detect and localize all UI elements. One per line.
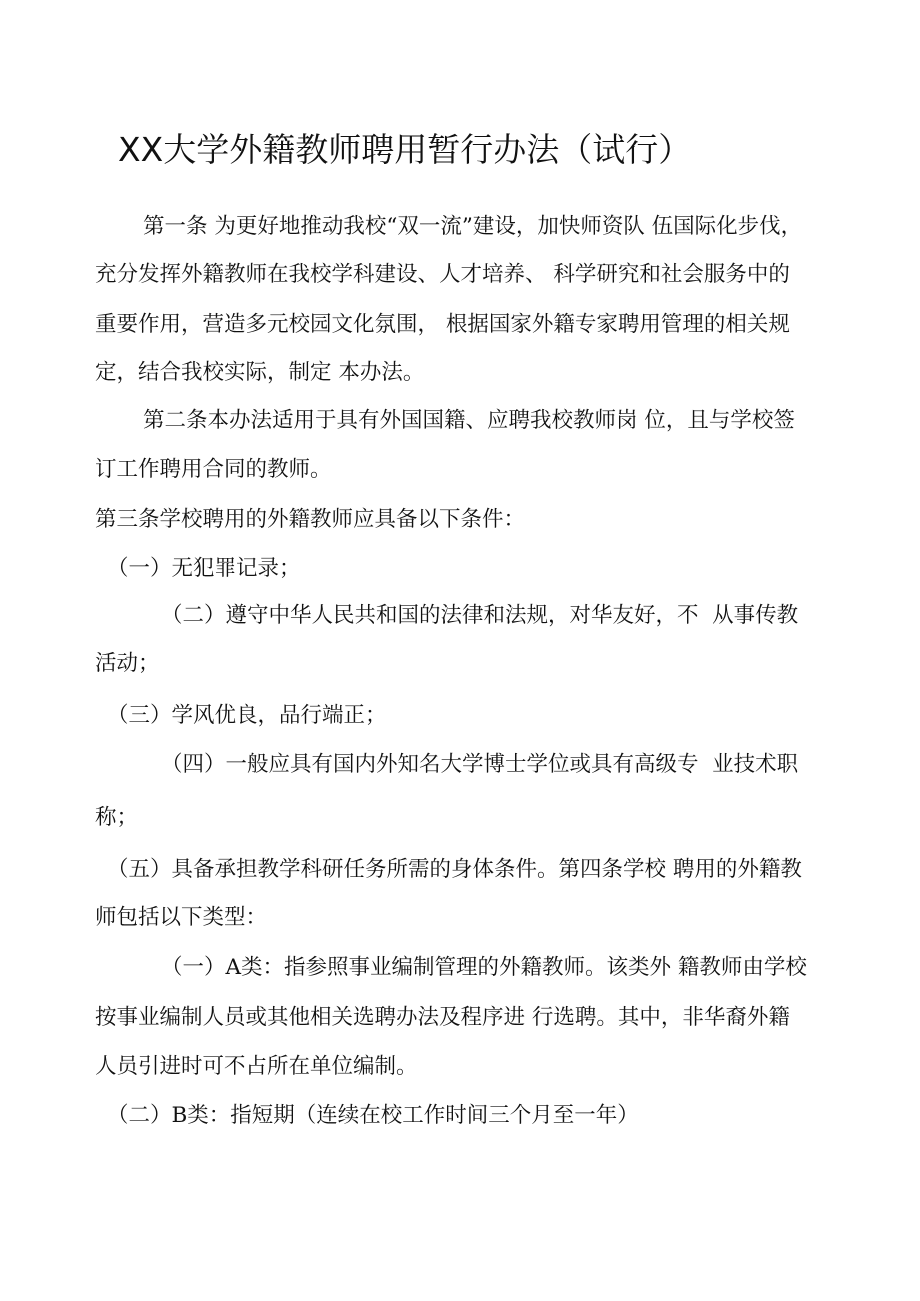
text-line: 称； xyxy=(95,805,139,830)
text-line: 按事业编制人员或其他相关选聘办法及程序进 行选聘。其中，非华裔外籍 xyxy=(95,1005,790,1030)
text-line: 充分发挥外籍教师在我校学科建设、人才培养、 科学研究和社会服务中的 xyxy=(95,262,790,287)
text-line: （一）A类：指参照事业编制管理的外籍教师。该类外 籍教师由学校 xyxy=(161,955,807,980)
text-line: （一）无犯罪记录； xyxy=(107,556,301,581)
text-line: 订工作聘用合同的教师。 xyxy=(95,457,332,482)
text-line: 定，结合我校实际，制定 本办法。 xyxy=(95,360,425,385)
text-line: （三）学风优良，品行端正； xyxy=(107,703,387,728)
text-line: （五）具备承担教学科研任务所需的身体条件。第四条学校 聘用的外籍教 xyxy=(107,857,802,882)
text-line: （二）遵守中华人民共和国的法律和法规，对华友好，不 从事传教 xyxy=(161,603,799,628)
text-line: 第三条学校聘用的外籍教师应具备以下条件： xyxy=(95,507,526,532)
text-line: （二）B类：指短期（连续在校工作时间三个月至一年） xyxy=(107,1103,639,1128)
text-line: 重要作用，营造多元校园文化氛围， 根据国家外籍专家聘用管理的相关规 xyxy=(95,312,790,337)
document-title: XX大学外籍教师聘用暂行办法（试行） xyxy=(118,130,692,169)
text-line: 师包括以下类型： xyxy=(95,905,268,930)
text-line: 活动； xyxy=(95,651,160,676)
text-line: 人员引进时可不占所在单位编制。 xyxy=(95,1054,418,1079)
text-line: （四）一般应具有国内外知名大学博士学位或具有高级专 业技术职 xyxy=(161,752,799,777)
text-line: 第一条 为更好地推动我校“双一流”建设，加快师资队 伍国际化步伐， xyxy=(143,214,803,239)
text-line: 第二条本办法适用于具有外国国籍、应聘我校教师岗 位，且与学校签 xyxy=(143,408,795,433)
